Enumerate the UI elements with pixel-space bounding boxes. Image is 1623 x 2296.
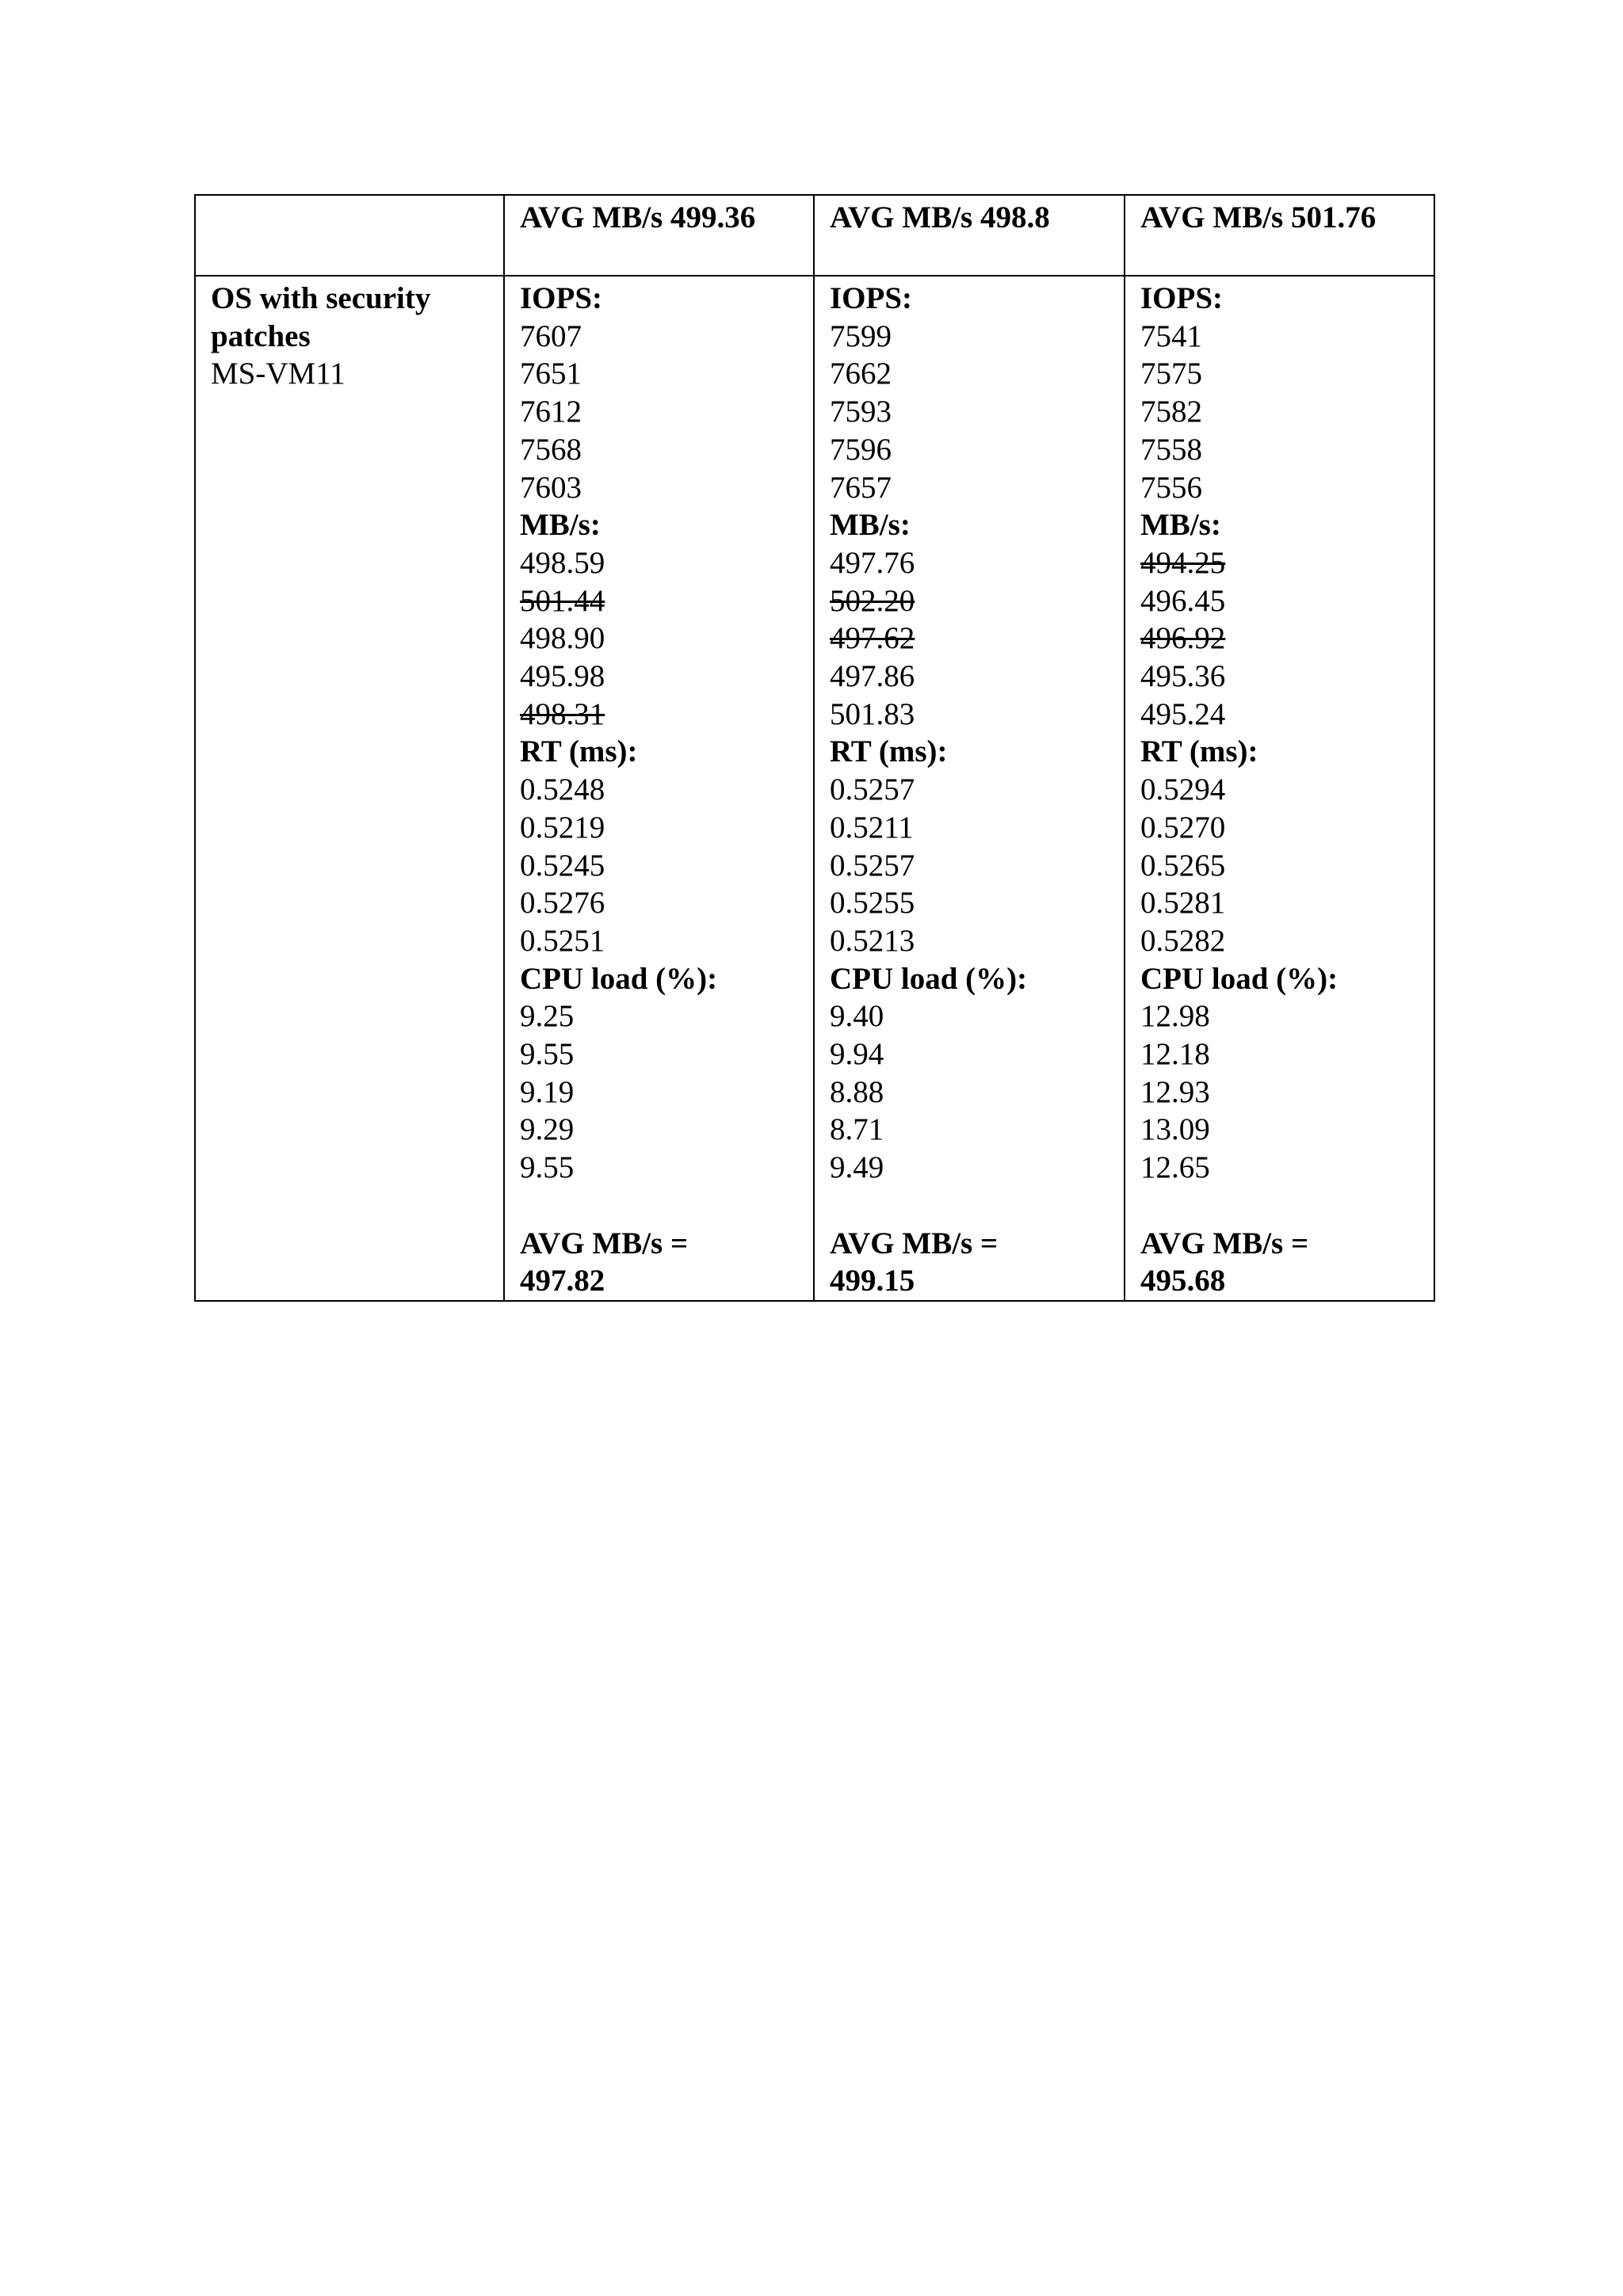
cpu-value: 9.49: [830, 1150, 884, 1185]
cpu-label: CPU load (%):: [520, 961, 718, 996]
rt-value: 0.5245: [520, 848, 605, 883]
rt-value: 0.5270: [1140, 810, 1226, 845]
iops-value: 7558: [1140, 432, 1202, 467]
cpu-value: 9.29: [520, 1112, 575, 1147]
rt-value: 0.5282: [1140, 923, 1226, 958]
header-avg-col-1: AVG MB/s 499.36: [504, 195, 814, 276]
iops-label: IOPS:: [520, 281, 603, 315]
rt-value: 0.5281: [1140, 886, 1226, 921]
mbs-line: [1140, 544, 1434, 582]
mbs-line: [1140, 582, 1434, 620]
cpu-value: 12.98: [1140, 999, 1210, 1034]
iops-value: 7607: [520, 318, 582, 353]
cpu-value: 9.55: [520, 1037, 575, 1072]
mbs-line: [830, 620, 1124, 658]
iops-value: 7575: [1140, 357, 1202, 391]
mbs-value: 497.76: [830, 545, 915, 580]
iops-value: 7657: [830, 470, 892, 505]
cpu-value: 9.40: [830, 999, 884, 1034]
mbs-value: 498.90: [520, 621, 605, 656]
cpu-value: 8.71: [830, 1112, 884, 1147]
iops-label: IOPS:: [830, 281, 913, 315]
iops-value: 7662: [830, 357, 892, 391]
mbs-value-struck: 501.44: [520, 583, 605, 618]
rt-label: RT (ms):: [830, 734, 948, 769]
avg-value: 499.15: [830, 1264, 915, 1299]
cpu-value: 8.88: [830, 1074, 884, 1109]
iops-value: 7582: [1140, 395, 1202, 429]
blank-line: [520, 1187, 813, 1225]
blank-line: [830, 1187, 1124, 1225]
mbs-value: 498.59: [520, 545, 605, 580]
mbs-value: 496.45: [1140, 583, 1226, 618]
rt-value: 0.5248: [520, 772, 605, 807]
mbs-line: [520, 696, 813, 734]
iops-value: 7568: [520, 432, 582, 467]
mbs-value: 495.36: [1140, 659, 1226, 694]
mbs-value-struck: 502.20: [830, 583, 915, 618]
blank-line: [1140, 1187, 1434, 1225]
rt-label: RT (ms):: [520, 734, 638, 769]
iops-value: 7593: [830, 395, 892, 429]
cpu-label: CPU load (%):: [1140, 961, 1338, 996]
rt-value: 0.5276: [520, 886, 605, 921]
metrics-cell-3: [1125, 276, 1434, 1301]
iops-label: IOPS:: [1140, 281, 1224, 315]
avg-label: AVG MB/s =: [520, 1226, 689, 1261]
rt-value: 0.5211: [830, 810, 914, 845]
iops-value: 7612: [520, 395, 582, 429]
mbs-line: [830, 582, 1124, 620]
mbs-line: [830, 658, 1124, 696]
cpu-value: 12.65: [1140, 1150, 1210, 1185]
rt-value: 0.5257: [830, 848, 915, 883]
iops-value: 7596: [830, 432, 892, 467]
metrics-cell-2: [814, 276, 1125, 1301]
row-title-line-1: OS with security: [211, 281, 431, 315]
row-subtitle: MS-VM11: [211, 357, 346, 391]
cpu-value: 12.93: [1140, 1074, 1210, 1109]
header-row: [195, 195, 1434, 276]
cpu-label: CPU load (%):: [830, 961, 1028, 996]
rt-value: 0.5219: [520, 810, 605, 845]
cpu-value: 13.09: [1140, 1112, 1210, 1147]
mbs-line: [1140, 658, 1434, 696]
mbs-value-struck: 496.92: [1140, 621, 1226, 656]
avg-label: AVG MB/s =: [830, 1226, 999, 1261]
cpu-value: 12.18: [1140, 1037, 1210, 1072]
rt-value: 0.5265: [1140, 848, 1226, 883]
mbs-line: [1140, 620, 1434, 658]
mbs-label: MB/s:: [520, 508, 601, 543]
metrics-cell-1: [504, 276, 814, 1301]
mbs-value: 501.83: [830, 696, 915, 731]
mbs-value-struck: 498.31: [520, 696, 605, 731]
avg-value: 497.82: [520, 1264, 605, 1299]
mbs-line: [1140, 696, 1434, 734]
mbs-label: MB/s:: [830, 508, 911, 543]
mbs-value-struck: 494.25: [1140, 545, 1226, 580]
avg-value: 495.68: [1140, 1264, 1226, 1299]
header-avg-col-3: AVG MB/s 501.76: [1125, 195, 1434, 276]
cpu-value: 9.55: [520, 1150, 575, 1185]
mbs-value: 495.24: [1140, 696, 1226, 731]
row-title-line-2: patches: [211, 318, 311, 353]
iops-value: 7603: [520, 470, 582, 505]
rt-value: 0.5251: [520, 923, 605, 958]
mbs-value-struck: 497.62: [830, 621, 915, 656]
iops-value: 7651: [520, 357, 582, 391]
mbs-line: [520, 582, 813, 620]
mbs-line: [830, 544, 1124, 582]
cpu-value: 9.94: [830, 1037, 884, 1072]
rt-value: 0.5255: [830, 886, 915, 921]
benchmark-results-table: [194, 194, 1435, 1302]
avg-label: AVG MB/s =: [1140, 1226, 1309, 1261]
rt-label: RT (ms):: [1140, 734, 1258, 769]
mbs-line: [520, 620, 813, 658]
cpu-value: 9.25: [520, 999, 575, 1034]
cpu-value: 9.19: [520, 1074, 575, 1109]
header-label-cell: [195, 195, 504, 276]
iops-value: 7556: [1140, 470, 1202, 505]
row-label-cell: [195, 276, 504, 1301]
rt-value: 0.5257: [830, 772, 915, 807]
iops-value: 7541: [1140, 318, 1202, 353]
mbs-line: [830, 696, 1124, 734]
mbs-line: [520, 658, 813, 696]
rt-value: 0.5294: [1140, 772, 1226, 807]
rt-value: 0.5213: [830, 923, 915, 958]
data-row: [195, 276, 1434, 1301]
iops-value: 7599: [830, 318, 892, 353]
mbs-label: MB/s:: [1140, 508, 1221, 543]
mbs-line: [520, 544, 813, 582]
header-avg-col-2: AVG MB/s 498.8: [814, 195, 1125, 276]
mbs-value: 495.98: [520, 659, 605, 694]
mbs-value: 497.86: [830, 659, 915, 694]
